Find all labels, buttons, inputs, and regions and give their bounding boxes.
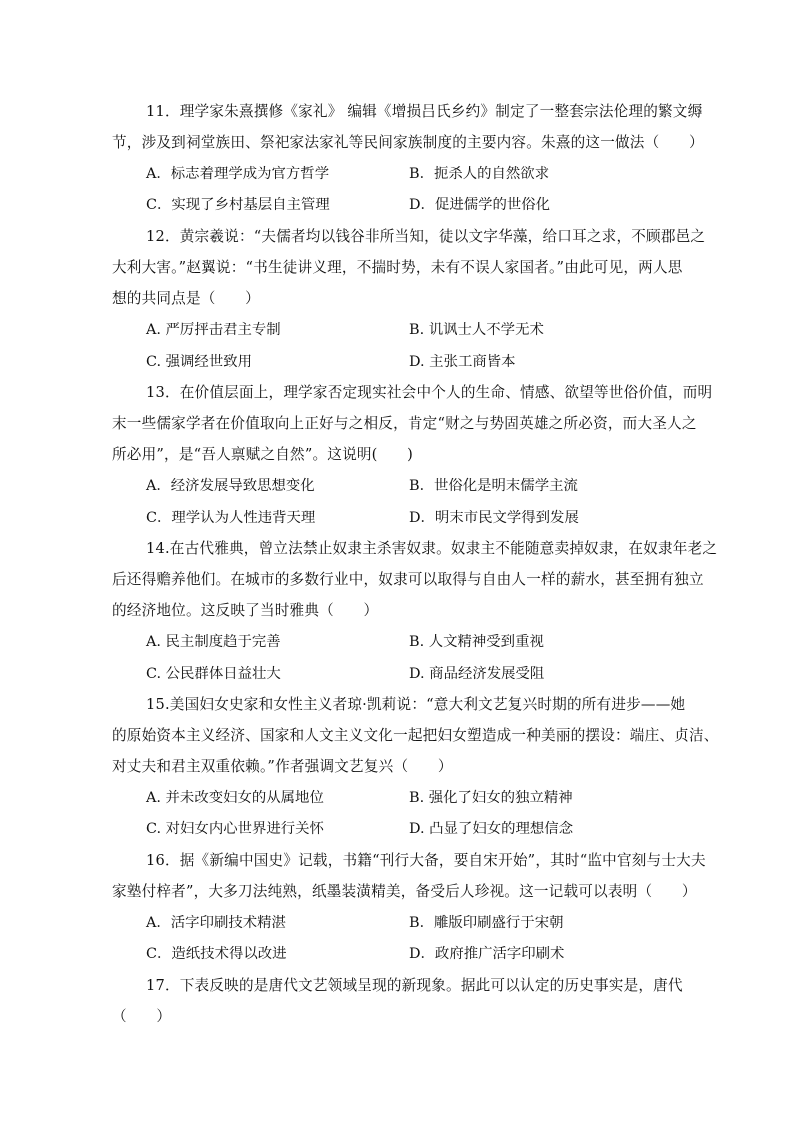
q15-option-b: B. 强化了妇女的独立精神 xyxy=(409,790,573,806)
q14-stem-line-3: 的经济地位。这反映了当时雅典（ ） xyxy=(112,602,379,619)
q15-option-c: C. 对妇女内心世界进行关怀 xyxy=(146,821,324,837)
q16-option-c: C．造纸技术得以改进 xyxy=(146,946,287,962)
q16-option-d: D．政府推广活字印刷术 xyxy=(409,946,565,962)
q14-option-c: C. 公民群体日益壮大 xyxy=(146,666,281,682)
q11-option-c: C．实现了乡村基层自主管理 xyxy=(146,197,330,213)
q14-stem-line-1: 14.在古代雅典，曾立法禁止奴隶主杀害奴隶。奴隶主不能随意卖掉奴隶，在奴隶年老之 xyxy=(146,540,718,557)
q16-option-a: A．活字印刷技术精湛 xyxy=(146,915,286,931)
q11-option-d: D．促进儒学的世俗化 xyxy=(409,197,551,213)
q13-option-d: D．明末市民文学得到发展 xyxy=(409,510,579,526)
q16-option-b: B．雕版印刷盛行于宋朝 xyxy=(409,915,564,931)
q12-stem-line-1: 12．黄宗羲说：“夫儒者均以钱谷非所当知，徒以文字华藻，给口耳之求，不顾郡邑之 xyxy=(146,228,706,245)
q11-option-b: B．扼杀人的自然欲求 xyxy=(409,166,550,182)
q14-option-b: B. 人文精神受到重视 xyxy=(409,634,544,650)
q13-stem-line-1: 13．在价值层面上，理学家否定现实社会中个人的生命、情感、欲望等世俗价值，而明 xyxy=(146,384,713,401)
q17-stem-line-1: 17．下表反映的是唐代文艺领域呈现的新现象。据此可以认定的历史事实是，唐代 xyxy=(146,977,683,994)
q13-stem-line-2: 末一些儒家学者在价值取向上正好与之相反，肯定“财之与势固英雄之所必资，而大圣人之 xyxy=(112,415,697,432)
q15-stem-line-3: 对丈夫和君主双重依赖。”作者强调文艺复兴（ ） xyxy=(112,758,453,775)
q12-option-c: C. 强调经世致用 xyxy=(146,354,252,370)
q12-stem-line-3: 想的共同点是（ ） xyxy=(112,290,260,307)
q13-option-c: C．理学认为人性违背天理 xyxy=(146,510,316,526)
q11-stem-line-2: 节，涉及到祠堂族田、祭祀家法家礼等民间家族制度的主要内容。朱熹的这一做法（ ） xyxy=(112,134,704,151)
q16-stem-line-1: 16．据《新编中国史》记载，书籍“刊行大备，要自宋开始”，其时“监中官刻与士大夫 xyxy=(146,852,706,869)
q15-stem-line-1: 15.美国妇女史家和女性主义者琼·凯莉说：“意大利文艺复兴时期的所有进步——她 xyxy=(146,696,686,713)
q15-option-d: D. 凸显了妇女的理想信念 xyxy=(409,821,574,837)
q14-option-d: D. 商品经济发展受阻 xyxy=(409,666,545,682)
q16-stem-line-2: 家塾付梓者”，大多刀法纯熟，纸墨装潢精美，备受后人珍视。这一记载可以表明（ ） xyxy=(112,883,697,900)
q13-option-a: A．经济发展导致思想变化 xyxy=(146,478,315,494)
q12-option-d: D. 主张工商皆本 xyxy=(409,354,516,370)
q15-stem-line-2: 的原始资本主义经济、国家和人文主义文化一起把妇女塑造成一种美丽的摆设：端庄、贞洁、 xyxy=(112,727,719,744)
q12-stem-line-2: 大利大害。”赵翼说：“书生徒讲义理，不揣时势，未有不误人家国者。”由此可见，两人思 xyxy=(112,259,683,276)
q13-option-b: B．世俗化是明末儒学主流 xyxy=(409,478,578,494)
q12-option-a: A. 严厉抨击君主专制 xyxy=(146,322,281,338)
q11-option-a: A．标志着理学成为官方哲学 xyxy=(146,166,330,182)
q14-option-a: A. 民主制度趋于完善 xyxy=(146,634,281,650)
q13-stem-line-3: 所必用”，是“吾人禀赋之自然”。这说明( ) xyxy=(112,446,414,463)
q11-stem-line-1: 11．理学家朱熹撰修《家礼》 编辑《增损吕氏乡约》制定了一整套宗法伦理的繁文缛 xyxy=(146,103,703,120)
q17-stem-line-2: （ ） xyxy=(112,1008,172,1025)
q12-option-b: B. 讥讽士人不学无术 xyxy=(409,322,544,338)
q14-stem-line-2: 后还得赡养他们。在城市的多数行业中，奴隶可以取得与自由人一样的薪水，甚至拥有独立 xyxy=(112,571,704,588)
q15-option-a: A. 并未改变妇女的从属地位 xyxy=(146,790,324,806)
